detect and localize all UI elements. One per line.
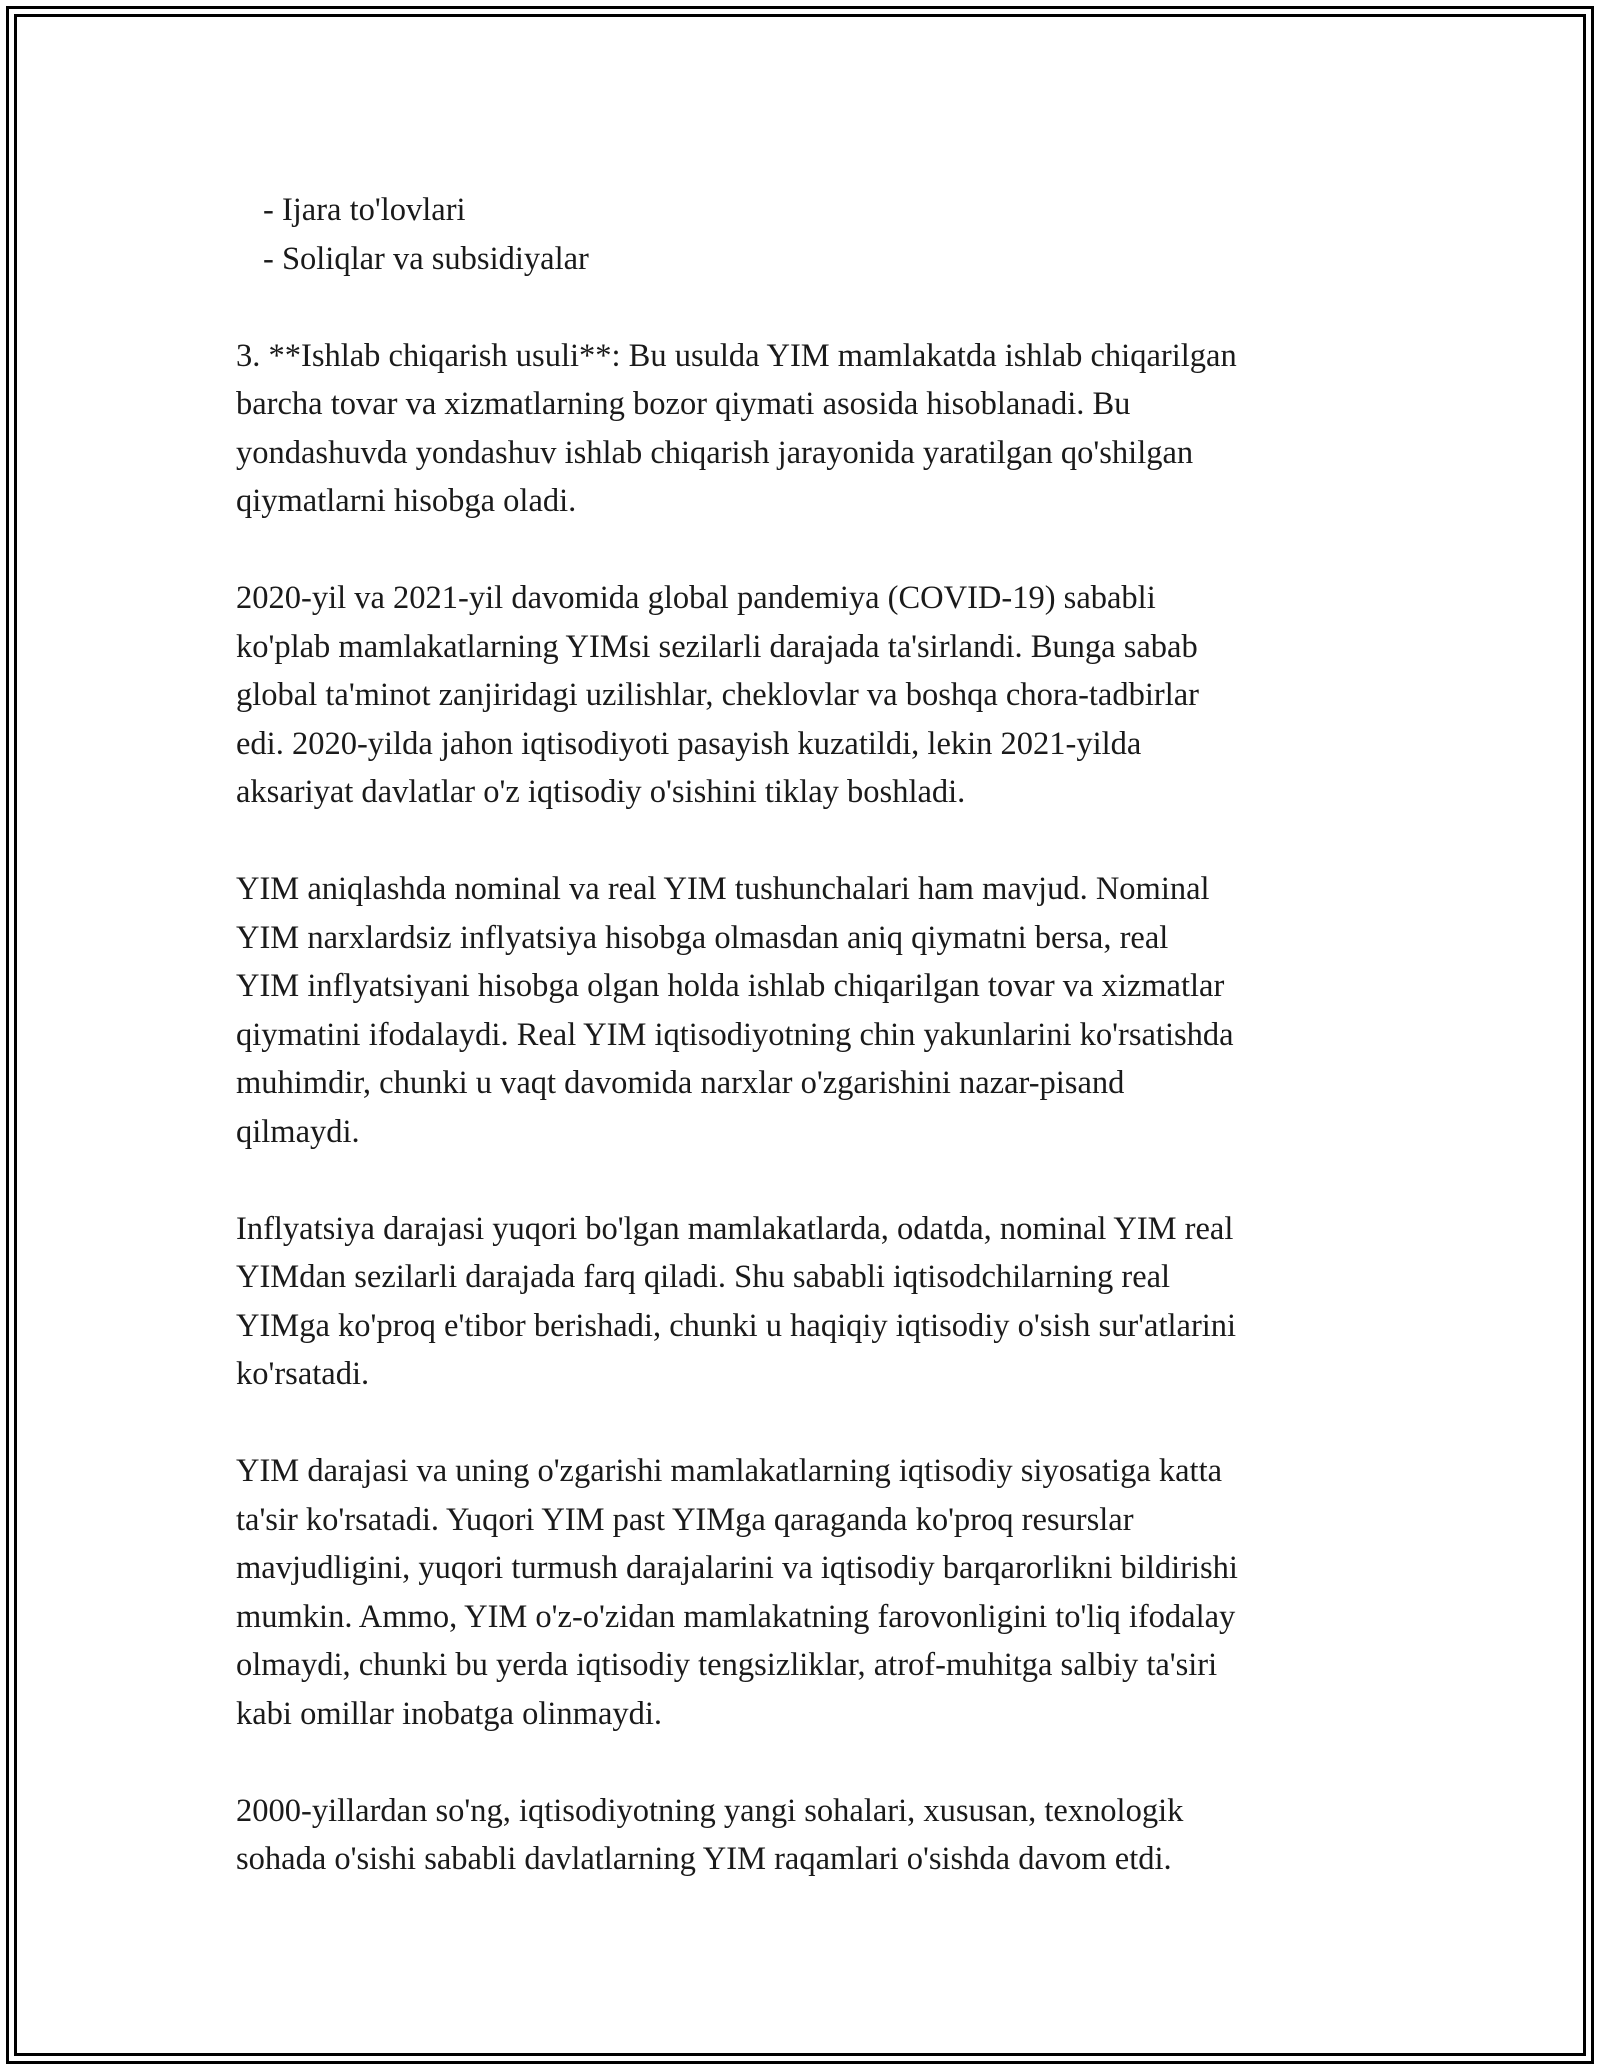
text-line: 2000-yillardan so'ng, iqtisodiyotning yangi sohalari, xususan, texnologik <box>236 1792 1184 1829</box>
paragraph-nominal-real <box>236 865 1376 1156</box>
text-line: mavjudligini, yuqori turmush darajalarini va iqtisodiy barqarorlikni bildirishi <box>236 1550 1238 1586</box>
document-body <box>236 186 1376 1884</box>
text-line: aksariyat davlatlar o'z iqtisodiy o'sishini tiklay boshladi. <box>236 774 966 810</box>
text-line: muhimdir, chunki u vaqt davomida narxlar o'zgarishini nazar-pisand <box>236 1065 1125 1101</box>
text-line: global ta'minot zanjiridagi uzilishlar, cheklovlar va boshqa chora-tadbirlar <box>236 677 1199 713</box>
text-line: qilmaydi. <box>236 1113 360 1150</box>
text-line: sohada o'sishi sababli davlatlarning YIM raqamlari o'sishda davom etdi. <box>236 1841 1172 1877</box>
text-line: ta'sir ko'rsatadi. Yuqori YIM past YIMga qaraganda ko'proq resurslar <box>236 1501 1134 1538</box>
text-line: edi. 2020-yilda jahon iqtisodiyoti pasayish kuzatildi, lekin 2021-yilda <box>236 725 1142 762</box>
text-line: barcha tovar va xizmatlarning bozor qiymati asosida hisoblanadi. Bu <box>236 386 1131 422</box>
text-line: Inflyatsiya darajasi yuqori bo'lgan mamlakatlarda, odatda, nominal YIM real <box>236 1210 1234 1247</box>
text-line: mumkin. Ammo, YIM o'z-o'zidan mamlakatning farovonligini to'liq ifodalay <box>236 1598 1236 1635</box>
text-line: ko'rsatadi. <box>236 1356 370 1392</box>
text-line: qiymatini ifodalaydi. Real YIM iqtisodiyotning chin yakunlarini ko'rsatishda <box>236 1016 1234 1053</box>
text-line: ko'plab mamlakatlarning YIMsi sezilarli darajada ta'sirlandi. Bunga sabab <box>236 628 1198 665</box>
text-line: yondashuvda yondashuv ishlab chiqarish jarayonida yaratilgan qo'shilgan <box>236 434 1194 471</box>
text-line: YIM darajasi va uning o'zgarishi mamlakatlarning iqtisodiy siyosatiga katta <box>236 1453 1223 1489</box>
text-line: YIM aniqlashda nominal va real YIM tushunchalari ham mavjud. Nominal <box>236 871 1210 907</box>
text-line: 2020-yil va 2021-yil davomida global pandemiya (COVID-19) sababli <box>236 580 1156 616</box>
paragraph-inflation <box>236 1205 1376 1399</box>
paragraph-2000s <box>236 1787 1376 1884</box>
text-line: YIM narxlardsiz inflyatsiya hisobga olmasdan aniq qiymatni bersa, real <box>236 919 1169 956</box>
paragraph-policy <box>236 1447 1376 1738</box>
text-line: kabi omillar inobatga olinmaydi. <box>236 1695 663 1732</box>
text-line: YIMga ko'proq e'tibor berishadi, chunki u haqiqiy iqtisodiy o'sish sur'atlarini <box>236 1307 1237 1344</box>
list-item: - Soliqlar va subsidiyalar <box>263 240 589 277</box>
text-line: 3. **Ishlab chiqarish usuli**: Bu usulda YIM mamlakatda ishlab chiqarilgan <box>236 337 1237 374</box>
list-item: - Ijara to'lovlari <box>263 192 466 228</box>
paragraph-pandemic <box>236 574 1376 817</box>
text-line: YIMdan sezilarli darajada farq qiladi. Shu sababli iqtisodchilarning real <box>236 1259 1171 1295</box>
text-line: YIM inflyatsiyani hisobga olgan holda ishlab chiqarilgan tovar va xizmatlar <box>236 968 1225 1004</box>
text-line: olmaydi, chunki bu yerda iqtisodiy tengsizliklar, atrof-muhitga salbiy ta'siri <box>236 1647 1218 1683</box>
paragraph-production-method <box>236 332 1376 526</box>
text-line: qiymatlarni hisobga oladi. <box>236 483 577 519</box>
